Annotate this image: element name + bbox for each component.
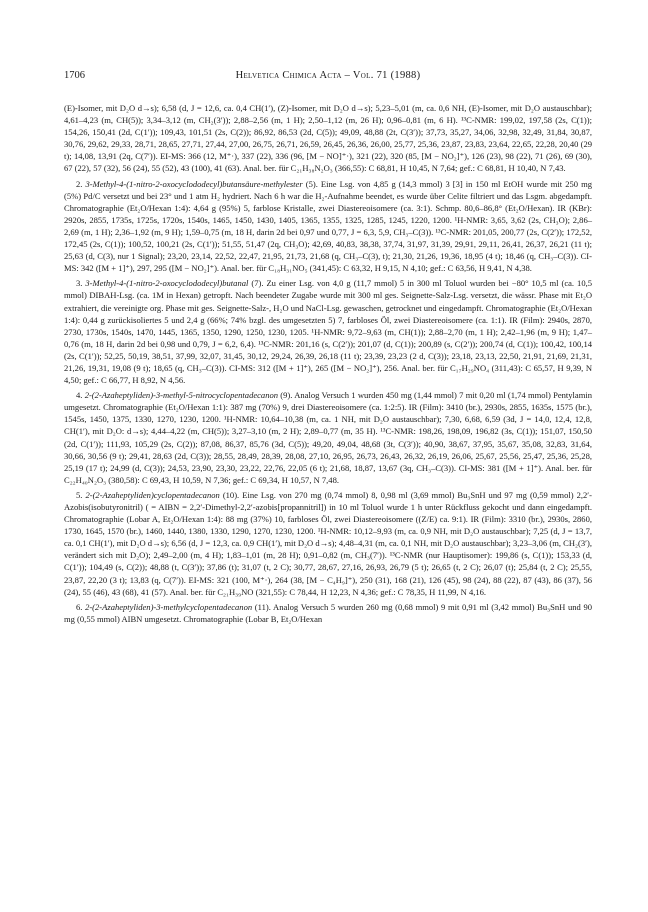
entry-number: 2.: [76, 178, 86, 189]
entry-number: 3.: [76, 278, 86, 289]
body-text: [64, 102, 592, 625]
page: [64, 70, 592, 625]
entry-number: 4.: [76, 390, 85, 401]
continuation-paragraph: (E)-Isomer, mit D₂O d→s); 6,58 (d, J = 12,6, ca. 0,4 CH(1′), (Z)-Isomer, mit D₂O d→s); 5,23–5,01 (m, ca. 0,6 NH, (E)-Isomer, mit D₂O austauschbar); 4,61–4,23 (m, CH(5)); 3,34–3,12 (m, CH₂(3′)); 2,88–2,56 (m, 1 H); 2,50–1,12 (m, 26 H); 0,96–0,81 (m, 6 H). ¹³C-NMR: 199,02, 197,58 (2s, C(1)); 154,26, 150,41 (2d, C(1′)); 109,43, 101,51 (2s, C(2)); 86,92, 86,53 (2d, C(5)); 49,09, 48,88 (2t, C(3′)); 37,73, 35,27, 34,06, 32,98, 32,49, 31,84, 30,87, 30,76, 29,62, 29,33, 28,71, 28,65, 27,71, 27,44, 27,00, 26,75, 26,71, 26,59, 26,45, 26,36, 26,00, 25,77, 25,36, 23,87, 23,83, 23,64, 22,65, 22,28, 20,40 (29 t); 14,08, 13,91 (2q, C(7′)). EI-MS: 366 (12, M⁺·), 337 (22), 336 (96, [M − NO]⁺·), 321 (22), 320 (85, [M − NO₂]⁺), 126 (23), 98 (22), 71 (26), 69 (30), 67 (22), 57 (32), 56 (24), 55 (52), 43 (100), 41 (63). Anal. ber. für C₂₁H₃₈N₂O₃ (366,55): C 68,81, H 10,45, N 7,64; gef.: C 68,81, H 10,40, N 7,43.: [64, 103, 592, 174]
journal-title: Helvetica Chimica Acta – Vol. 71 (1988): [235, 70, 421, 81]
page-number: 1706: [64, 70, 85, 81]
experiment-5: [64, 489, 592, 598]
entry-text: (11). Analog Versuch 5 wurden 260 mg (0,68 mmol) 9 mit 0,91 ml (3,42 mmol) Bu₃SnH und 90 mg (0,55 mmol) AIBN umgesetzt. Chromatographie (Lobar B, Et₂O/Hexan: [64, 601, 592, 624]
experiment-4: [64, 389, 592, 486]
running-head: [64, 70, 592, 86]
experiment-6: [64, 601, 592, 625]
entry-number: 5.: [76, 489, 86, 500]
entry-text: (7). Zu einer Lsg. von 4,0 g (11,7 mmol) 5 in 300 ml Toluol wurden bei −80° 10,5 ml (ca. 10,5 mmol) DIBAH-Lsg. (ca. 1M in Hexan) getropft. Nach beendeter Zugabe wurde mit 300 ml ges. Seignette-Salz-Lsg. versetzt, die wässr. Phase mit Et₂O extrahiert, die vereinigte org. Phase mit ges. Seignette-Salz-, H₂O und NaCl-Lsg. gewaschen, getrocknet und eingedampft. Chromatographie (Et₂O/Hexan 1:4): 0,44 g zurückisoliertes 5 und 2,4 g (66%; 74% bzgl. des umgesetzten 5) 7, farbloses Öl, zwei Diastereoisomere (ca. 1:1). IR (Film): 2940s, 2870, 2730, 1730s, 1540s, 1470, 1445, 1365, 1350, 1290, 1250, 1230, 1205. ¹H-NMR: 9,72–9,63 (m, CH(1)); 2,88–2,70 (m, 1 H); 2,42–1,96 (m, 9 H); 1,47–0,76 (m, 18 H, darin 2d bei 0,98 und 0,79, J = 6,2, 6,4). ¹³C-NMR: 201,16 (s, C(2′)); 201,07 (d, C(1)); 200,89 (s, C(2′)); 200,74 (d, C(1)); 100,42, 100,14 (2s, C(1′)); 52,25, 50,19, 38,51, 37,99, 32,07, 31,45, 30,12, 29,24, 26,39, 26,18 (11 t); 23,39, 23,23 (2 d, C(3)); 23,18, 23,13, 22,50, 21,91, 21,69, 21,31, 21,26, 19,31, 19,08 (9 t); 18,65 (q, CH₃–C(3)). CI-MS: 312 ([M + 1]⁺), 265 ([M − NO₂]⁺), 256. Anal. ber. für C₁₇H₂₉NO₄ (311,43): C 65,57, H 9,39, N 4,50; gef.: C 66,77, H 8,92, N 4,56.: [64, 278, 593, 386]
entry-text: (10). Eine Lsg. von 270 mg (0,74 mmol) 8, 0,98 ml (3,69 mmol) Bu₃SnH und 97 mg (0,59 mmol) 2,2′-Azobis(isobutyronitril) ( = AIBN = 2,2′-Dimethyl-2,2′-azobis[propannitril]) in 10 ml Toluol wurde 1 h unter Rückfluss gekocht und dann eingedampft. Chromatographie (Lobar A, Et₂O/Hexan 1:4): 88 mg (37%) 10, farbloses Öl, zwei Diastereoisomere ((Z/E) ca. 9:1). IR (Film): 3310 (br.), 2930s, 2860, 1730, 1645, 1570 (br.), 1460, 1440, 1380, 1330, 1290, 1270, 1230, 1200. ¹H-NMR: 10,12–9,93 (m, ca. 0,9 NH, mit D₂O austauschbar); 7,25 (d, J = 13,7, ca. 0,1 CH(1′), mit D₂O d→s); 6,56 (d, J = 12,3, ca. 0,9 CH(1′), mit D₂O d→s); 4,48–4,31 (m, ca. 0,1 NH, mit D₂O austauschbar); 3,23–3,06 (m, CH₂(3′), verändert sich mit D₂O); 2,49–2,00 (m, 4 H); 1,83–1,01 (m, 28 H); 0,91–0,82 (m, CH₃(7′)). ¹³C-NMR (nur Hauptisomer): 199,86 (s, C(1)); 153,33 (d, C(1′)); 104,49 (s, C(2)); 48,88 (t, C(3′)); 37,86 (t); 31,07 (t, 2 C); 30,77, 28,67, 27,16, 26,93, 26,79 (5 t); 26,65 (t, 2 C); 26,07 (t); 25,84 (t, 2 C); 25,55, 23,87, 22,20 (3 t); 13,83 (q, C(7′)). EI-MS: 321 (100, M⁺·), 264 (38, [M − C₄H₉]⁺), 250 (31), 168 (21), 126 (45), 98 (24), 88 (22), 87 (43), 86 (37), 56 (24), 55 (46), 43 (68), 41 (57). Anal. ber. für C₂₁H₃₉NO (321,55): C 78,44, H 12,23, N 4,36; gef.: C 78,35, H 11,99, N 4,16.: [64, 489, 593, 597]
compound-name: 3-Methyl-4-(1-nitro-2-oxocyclododecyl)butansäure-methylester: [85, 178, 303, 189]
compound-name: 2-(2-Azaheptyliden)-3-methyl-5-nitrocyclopentadecanon: [84, 390, 279, 401]
compound-name: 2-(2-Azaheptyliden)-3-methylcyclopentadecanon: [85, 601, 253, 612]
entry-text: (5). Eine Lsg. von 4,85 g (14,3 mmol) 3 [3] in 150 ml EtOH wurde mit 250 mg (5%) Pd/C versetzt und bei 23° und 1 atm H₂ hydriert. Nach 6 h war die H₂-Aufnahme beendet, es wurde über Celite filtriert und das Lsgm. abgedampft. Chromatographie (Et₂O/Hexan 1:4): 4,64 g (95%) 5, farblose Kristalle, zwei Diastereoisomere (ca. 3:1). Schmp. 80,6–86,8° (Et₂O/Hexan). IR (KBr): 2920s, 2855, 1735s, 1725s, 1720s, 1540s, 1465, 1450, 1430, 1405, 1365, 1355, 1325, 1285, 1245, 1220, 1200. ¹H-NMR: 3,65, 3,62 (2s, CH₃O); 2,86–2,69 (m, 1 H); 2,36–1,92 (m, 9 H); 1,59–0,75 (m, 18 H, darin 2d bei 0,97 und 0,77, J = 6,3, 5,9, CH₃–C(3)). ¹³C-NMR: 201,05, 200,77 (2s, C(2′)); 172,52, 172,45 (2s, C(1)); 100,52, 100,21 (2s, C(1′)); 51,55, 51,47 (2q, CH₃O); 42,69, 40,83, 38,38, 37,74, 31,97, 31,39, 29,91, 29,11, 26,41, 26,37, 26,21 (11 t); 25,63 (d, C(3), nur 1 Signal); 23,20, 23,14, 22,52, 22,47, 21,95, 21,73, 21,68 (q, CH₃–C(3), t); 21,30, 21,26, 19,36, 18,95 (4 t); 18,46 (q, CH₃–C(3)). CI-MS: 342 ([M + 1]⁺), 297, 295 ([M − NO₂]⁺). Anal. ber. für C₁₈H₃₁NO₅ (341,45): C 63,32, H 9,15, N 4,10; gef.: C 63,56, H 9,41, N 4,38.: [64, 178, 592, 274]
compound-name: 3-Methyl-4-(1-nitro-2-oxocyclododecyl)butanal: [85, 278, 249, 289]
experiment-2: [64, 178, 592, 275]
compound-name: 2-(2-Azaheptyliden)cyclopentadecanon: [85, 489, 220, 500]
entry-number: 6.: [76, 601, 86, 612]
entry-text: (9). Analog Versuch 1 wurden 450 mg (1,44 mmol) 7 mit 0,20 ml (1,74 mmol) Pentylamin umgesetzt. Chromatographie (Et₂O/Hexan 1:1): 387 mg (70%) 9, drei Diastereoisomere (ca. 1:2:5). IR (Film): 3410 (br.), 2930s, 2855, 1635s, 1575 (br.), 1545s, 1450, 1375, 1330, 1270, 1230, 1200. ¹H-NMR: 10,64–10,38 (m, ca. 1 NH, mit D₂O austauschbar); 7,30, 6,68, 6,59 (3d, J = 14,0, 12,4, 12,8, CH(1′), mit D₂O: d→s); 4,44–4,22 (m, CH(5)); 3,27–3,10 (m, 2 H); 2,89–0,77 (m, 35 H). ¹³C-NMR: 198,26, 198,09, 196,82 (3s, C(1)); 151,07, 150,50 (2d, C(1′)); 111,93, 105,29 (2s, C(2)); 87,08, 86,37, 85,76 (3d, C(5)); 49,20, 49,04, 48,68 (3t, C(3′)); 40,90, 38,67, 37,95, 35,67, 35,08, 32,83, 31,64, 30,66, 30,56 (9 t); 29,41, 28,63 (2d, C(3)); 28,55, 28,49, 28,39, 28,08, 27,10, 26,95, 26,73, 26,43, 26,32, 26,19, 26,06, 25,67, 25,56, 25,47, 25,36, 25,28, 25,19 (17 t); 24,99 (d, C(3)); 24,53, 23,90, 23,30, 23,22, 22,76, 22,05 (6 t); 21,68, 18,87, 13,67 (3q, CH₃–C(3)). CI-MS: 381 ([M + 1]⁺). Anal. ber. für C₂₂H₄₀N₂O₃ (380,58): C 69,43, H 10,59, N 7,36; gef.: C 69,34, H 10,57, N 7,48.: [64, 390, 592, 485]
experiment-3: [64, 277, 592, 386]
